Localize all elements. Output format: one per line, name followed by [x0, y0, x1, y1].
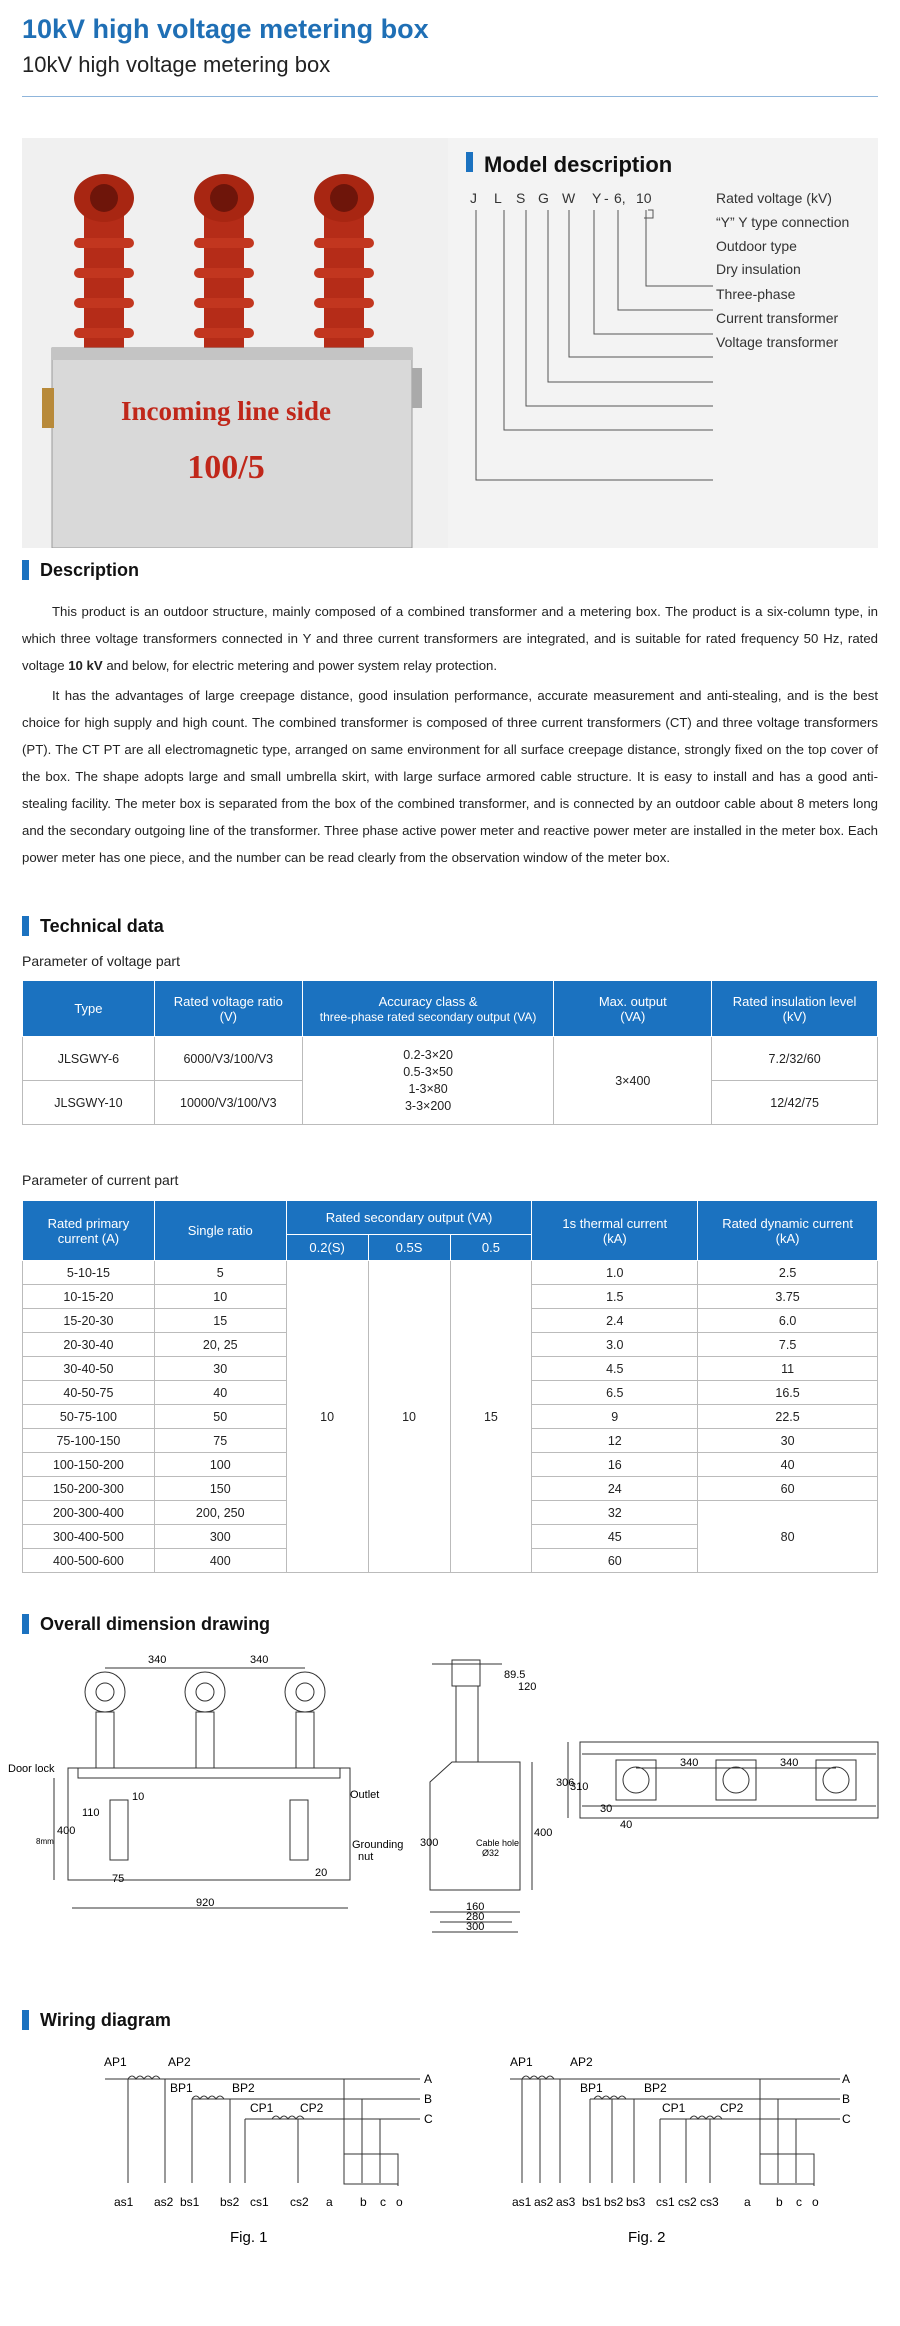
table-row: 40-50-75 40 6.5 16.5 — [23, 1381, 878, 1405]
svg-text:c: c — [380, 2195, 386, 2209]
svg-text:cs2: cs2 — [678, 2195, 697, 2209]
fig1-lines — [105, 2076, 420, 2186]
section-marker — [22, 1614, 29, 1634]
header-insulation-level: Rated insulation level (kV) — [712, 981, 878, 1037]
svg-text:bs3: bs3 — [626, 2195, 646, 2209]
svg-text:C: C — [424, 2112, 433, 2126]
svg-text:310: 310 — [570, 1781, 589, 1793]
legend-y-connection: “Y” Y type connection — [716, 214, 850, 230]
accuracy-class-values: 0.2-3×20 0.5-3×50 1-3×80 3-3×200 — [302, 1037, 554, 1125]
table-row: 50-75-100 50 9 22.5 — [23, 1405, 878, 1429]
svg-text:110: 110 — [82, 1807, 100, 1819]
box-body — [52, 348, 412, 548]
svg-text:a: a — [326, 2195, 333, 2209]
table-row: 15-20-30 15 2.4 6.0 — [23, 1309, 878, 1333]
svg-text:bs2: bs2 — [604, 2195, 624, 2209]
secondary-output-value: 10 — [286, 1261, 368, 1573]
table-row: JLSGWY-10 10000/V3/100/V3 12/42/75 — [23, 1081, 878, 1125]
section-marker — [22, 916, 29, 936]
legend-rated-voltage: Rated voltage (kV) — [716, 190, 832, 206]
fig1-caption: Fig. 1 — [230, 2229, 268, 2246]
table-row: JLSGWY-6 6000/V3/100/V3 0.2-3×20 0.5-3×50 1-3×80 3-3×200 3×400 7.2/32/60 — [23, 1037, 878, 1081]
metering-box-illustration — [22, 138, 448, 548]
wiring-diagram — [0, 2046, 900, 2246]
svg-text:BP2: BP2 — [232, 2081, 255, 2095]
svg-text:BP1: BP1 — [580, 2081, 603, 2095]
table-row: 200-300-400 200, 250 32 80 — [23, 1501, 878, 1525]
svg-text:CP1: CP1 — [662, 2101, 686, 2115]
description-title: Description — [40, 560, 140, 580]
header-dynamic-current: Rated dynamic current (kA) — [698, 1201, 878, 1261]
svg-text:A: A — [842, 2072, 851, 2086]
svg-text:CP2: CP2 — [720, 2101, 744, 2115]
table-row: 100-150-200 100 16 40 — [23, 1453, 878, 1477]
legend-voltage-transformer: Voltage transformer — [716, 334, 839, 350]
svg-text:o: o — [396, 2195, 403, 2209]
svg-text:CP2: CP2 — [300, 2101, 324, 2115]
fig2-caption: Fig. 2 — [628, 2229, 666, 2246]
svg-text:b: b — [776, 2195, 783, 2209]
insulator-right — [314, 174, 374, 358]
model-description-title: Model description — [484, 152, 673, 177]
current-parameter-table — [22, 1200, 878, 1573]
description-paragraph-2: It has the advantages of large creepage distance, good insulation performance, accurate measurement and anti-stealing, and is the best choice for high supply and high count. The combined transformer is composed of three current transformers (CT) and three voltage transformers (PT). The CT PT are all electromagnetic type, arranged on same environment for all surface creepage distance, strongly fixed on the top cover of the box. The shape adopts large and small umbrella skirt, with large surface armored cable structure. It is easy to install and has a good anti-stealing facility. The meter box is separated from the box of the combined transformer, and is connected by an outdoor cable about 8 meters long and the secondary outgoing line of the transformer. Three phase active power meter and reactive power meter are installed in the meter box. Each power meter has one piece, and the number can be read clearly from the observation window of the meter box. — [22, 688, 878, 865]
svg-text:B: B — [842, 2092, 851, 2106]
model-code-J: J — [470, 190, 477, 206]
table-row: 30-40-50 30 4.5 11 — [23, 1357, 878, 1381]
svg-text:CP1: CP1 — [250, 2101, 274, 2115]
photo-label-ratio: 100/5 — [187, 449, 265, 486]
description-body — [22, 598, 878, 874]
header-class-0-2s: 0.2(S) — [286, 1235, 368, 1261]
section-marker — [22, 2010, 29, 2030]
svg-text:AP1: AP1 — [104, 2055, 127, 2069]
svg-text:BP2: BP2 — [644, 2081, 667, 2095]
svg-text:120: 120 — [518, 1681, 537, 1693]
svg-text:AP2: AP2 — [168, 2055, 191, 2069]
side-view — [430, 1660, 532, 1932]
svg-text:Ø32: Ø32 — [482, 1848, 500, 1858]
svg-text:Cable hole: Cable hole — [476, 1838, 520, 1848]
svg-text:as1: as1 — [512, 2195, 532, 2209]
svg-text:as2: as2 — [154, 2195, 174, 2209]
svg-text:89.5: 89.5 — [504, 1669, 526, 1681]
svg-text:c: c — [796, 2195, 802, 2209]
svg-text:400: 400 — [534, 1827, 553, 1839]
svg-text:cs1: cs1 — [250, 2195, 269, 2209]
svg-text:cs2: cs2 — [290, 2195, 309, 2209]
svg-text:340: 340 — [680, 1757, 699, 1769]
model-code-W: W — [562, 190, 576, 206]
svg-text:cs1: cs1 — [656, 2195, 675, 2209]
svg-text:AP1: AP1 — [510, 2055, 533, 2069]
insulator-left — [74, 174, 134, 358]
model-code-10: 10 — [636, 190, 652, 206]
svg-text:400: 400 — [57, 1825, 76, 1837]
svg-text:o: o — [812, 2195, 819, 2209]
svg-text:AP2: AP2 — [570, 2055, 593, 2069]
svg-text:280: 280 — [466, 1911, 485, 1923]
svg-text:340: 340 — [148, 1654, 167, 1666]
svg-text:BP1: BP1 — [170, 2081, 193, 2095]
svg-text:as3: as3 — [556, 2195, 576, 2209]
current-table-body — [23, 1261, 878, 1573]
product-photo — [22, 138, 448, 548]
header-voltage-ratio: Rated voltage ratio (V) — [154, 981, 302, 1037]
model-code-S: S — [516, 190, 526, 206]
current-table-caption: Parameter of current part — [22, 1172, 179, 1188]
outlet-label: Outlet — [350, 1789, 380, 1801]
header-primary-current: Rated primary current (A) — [23, 1201, 155, 1261]
technical-data-title: Technical data — [40, 916, 164, 936]
svg-text:b: b — [360, 2195, 367, 2209]
header-max-output: Max. output (VA) — [554, 981, 712, 1037]
model-code-L: L — [494, 190, 502, 206]
svg-text:B: B — [424, 2092, 433, 2106]
dynamic-current-merged: 80 — [698, 1501, 878, 1573]
table-row: 10-15-20 10 1.5 3.75 — [23, 1285, 878, 1309]
section-marker — [22, 560, 29, 580]
svg-text:306: 306 — [556, 1777, 575, 1789]
voltage-parameter-table — [22, 980, 878, 1125]
insulator-middle — [194, 174, 254, 358]
svg-text:cs3: cs3 — [700, 2195, 719, 2209]
svg-text:40: 40 — [620, 1819, 633, 1831]
svg-text:8mm: 8mm — [36, 1837, 54, 1846]
header-single-ratio: Single ratio — [154, 1201, 286, 1261]
svg-text:as1: as1 — [114, 2195, 134, 2209]
grounding-label: Grounding — [352, 1839, 404, 1851]
svg-text:as2: as2 — [534, 2195, 554, 2209]
legend-current-transformer: Current transformer — [716, 310, 839, 326]
svg-text:10: 10 — [132, 1791, 145, 1803]
svg-text:bs1: bs1 — [180, 2195, 200, 2209]
svg-text:a: a — [744, 2195, 751, 2209]
table-row: 400-500-600 400 60 — [23, 1549, 878, 1573]
model-code-G: G — [538, 190, 549, 206]
top-view — [568, 1742, 878, 1818]
svg-text:30: 30 — [600, 1803, 613, 1815]
header-class-0-5s: 0.5S — [368, 1235, 450, 1261]
table-row: 150-200-300 150 24 60 — [23, 1477, 878, 1501]
svg-text:300: 300 — [466, 1921, 485, 1933]
page-subtitle: 10kV high voltage metering box — [22, 52, 331, 77]
title-divider — [22, 96, 878, 97]
description-paragraph-1: This product is an outdoor structure, mainly composed of a combined transformer and a metering box. The product is a six-column type, in which three voltage transformers connected in Y and three current transformers are integrated, and is suitable for rated frequency 50 Hz, rated voltage 10 kV and below, for electric metering and power system relay protection. — [22, 604, 878, 673]
page-title: 10kV high voltage metering box — [22, 14, 429, 44]
model-code-dash: - — [604, 190, 609, 206]
svg-text:340: 340 — [250, 1654, 269, 1666]
table-row: 20-30-40 20, 25 3.0 7.5 — [23, 1333, 878, 1357]
header-secondary-output: Rated secondary output (VA) — [286, 1201, 532, 1235]
wiring-title: Wiring diagram — [40, 2010, 171, 2030]
dimension-title: Overall dimension drawing — [40, 1614, 271, 1634]
front-view — [54, 1668, 350, 1908]
svg-text:920: 920 — [196, 1897, 215, 1909]
svg-text:bs1: bs1 — [582, 2195, 602, 2209]
legend-dry-insulation: Dry insulation — [716, 261, 801, 277]
svg-text:A: A — [424, 2072, 433, 2086]
svg-text:160: 160 — [466, 1901, 485, 1913]
max-output-value: 3×400 — [554, 1037, 712, 1125]
header-type: Type — [23, 981, 155, 1037]
legend-outdoor: Outdoor type — [716, 238, 797, 254]
secondary-output-value: 10 — [368, 1261, 450, 1573]
legend-three-phase: Three-phase — [716, 286, 796, 302]
photo-label-side: Incoming line side — [120, 396, 332, 426]
svg-text:nut: nut — [358, 1851, 374, 1863]
header-accuracy-class: Accuracy class & three-phase rated secondary output (VA) — [302, 981, 554, 1037]
svg-text:75: 75 — [112, 1873, 125, 1885]
svg-text:C: C — [842, 2112, 851, 2126]
table-row: 75-100-150 75 12 30 — [23, 1429, 878, 1453]
svg-text:20: 20 — [315, 1867, 328, 1879]
secondary-output-value: 15 — [450, 1261, 532, 1573]
model-code-Y: Y — [592, 190, 602, 206]
svg-text:300: 300 — [420, 1837, 439, 1849]
table-row: 5-10-15 5 10 10 15 1.0 2.5 — [23, 1261, 878, 1285]
voltage-table-caption: Parameter of voltage part — [22, 953, 180, 969]
header-class-0-5: 0.5 — [450, 1235, 532, 1261]
door-lock-label: Door lock — [8, 1763, 55, 1775]
dimension-drawing — [0, 1650, 900, 1950]
svg-text:340: 340 — [780, 1757, 799, 1769]
svg-text:bs2: bs2 — [220, 2195, 240, 2209]
table-row: 300-400-500 300 45 — [23, 1525, 878, 1549]
model-code-6: 6, — [614, 190, 626, 206]
fig2-lines — [510, 2076, 840, 2186]
header-thermal-current: 1s thermal current (kA) — [532, 1201, 698, 1261]
